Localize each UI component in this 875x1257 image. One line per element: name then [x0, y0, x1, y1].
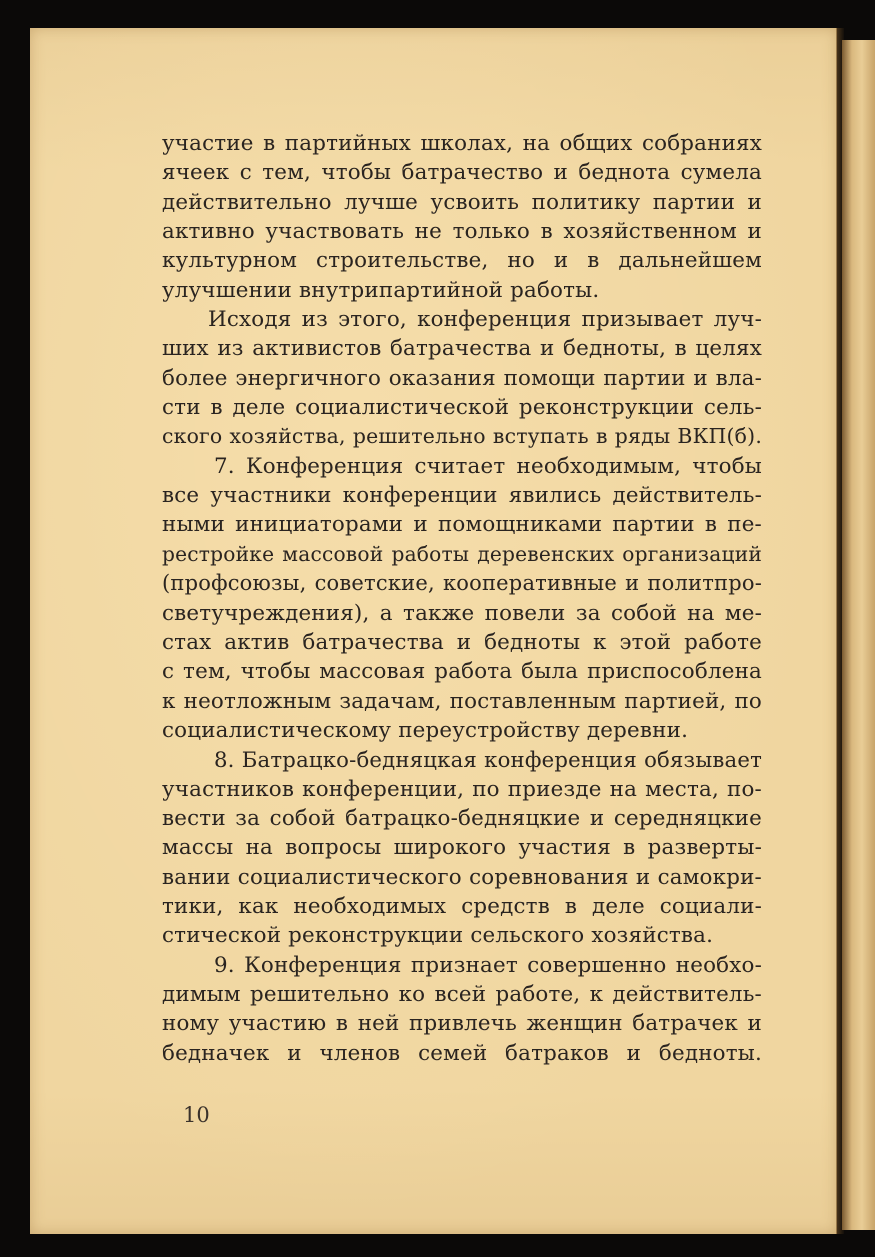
text-line: димым решительно ко всей работе, к действитель-	[162, 981, 762, 1007]
text-line: социалистическому переустройству деревни.	[162, 717, 689, 743]
text-line: ского хозяйства, решительно вступать в ряды ВКП(б).	[162, 424, 762, 449]
body-text	[162, 129, 762, 1068]
text-line: вании социалистического соревнования и самокри-	[162, 864, 762, 890]
text-line: массы на вопросы широкого участия в разверты-	[162, 835, 762, 861]
item-7-start-line: 7. Конференция считает необходимым, чтобы	[214, 453, 762, 479]
text-line: рестройке массовой работы деревенских организаций	[162, 541, 762, 566]
text-line: стах актив батрачества и бедноты к этой работе	[162, 629, 762, 655]
item-9-start-line: 9. Конференция признает совершенно необхо-	[214, 952, 762, 978]
text-line: бедначек и членов семей батраков и бедноты.	[162, 1040, 762, 1066]
text-line: к неотложным задачам, поставленным партией, по	[162, 688, 762, 714]
text-line: с тем, чтобы массовая работа была приспособлена	[162, 659, 762, 685]
text-line: ячеек с тем, чтобы батрачество и беднота сумела	[162, 160, 762, 186]
text-line: ному участию в ней привлечь женщин батрачек и	[162, 1011, 762, 1037]
text-line: светучреждения), а также повели за собой на ме-	[162, 600, 762, 626]
text-line: участников конференции, по приезде на места, по-	[162, 776, 762, 802]
text-line: сти в деле социалистической реконструкции сель-	[162, 395, 762, 421]
paragraph-start-line: Исходя из этого, конференция призывает луч-	[208, 307, 762, 333]
page-number: 10	[183, 1103, 210, 1127]
text-line: культурном строительстве, но и в дальнейшем	[162, 248, 762, 274]
text-line: ших из активистов батрачества и бедноты, в целях	[162, 336, 762, 362]
text-line: улучшении внутрипартийной работы.	[162, 277, 600, 303]
text-line: (профсоюзы, советские, кооперативные и политпро-	[162, 571, 762, 596]
text-line: активно участвовать не только в хозяйственном и	[162, 219, 762, 245]
item-8-start-line: 8. Батрацко-бедняцкая конференция обязывает	[214, 747, 762, 773]
next-page-edge	[842, 40, 875, 1230]
text-line: действительно лучше усвоить политику партии и	[162, 189, 762, 215]
text-line: стической реконструкции сельского хозяйства.	[162, 923, 714, 949]
text-line: участие в партийных школах, на общих собраниях	[162, 131, 762, 156]
text-line: все участники конференции явились действитель-	[162, 483, 762, 509]
text-line: более энергичного оказания помощи партии и вла-	[162, 365, 762, 391]
text-line: вести за собой батрацко-бедняцкие и середняцкие	[162, 805, 762, 831]
text-line: тики, как необходимых средств в деле социали-	[162, 893, 762, 919]
text-line: ными инициаторами и помощниками партии в пе-	[162, 512, 762, 538]
